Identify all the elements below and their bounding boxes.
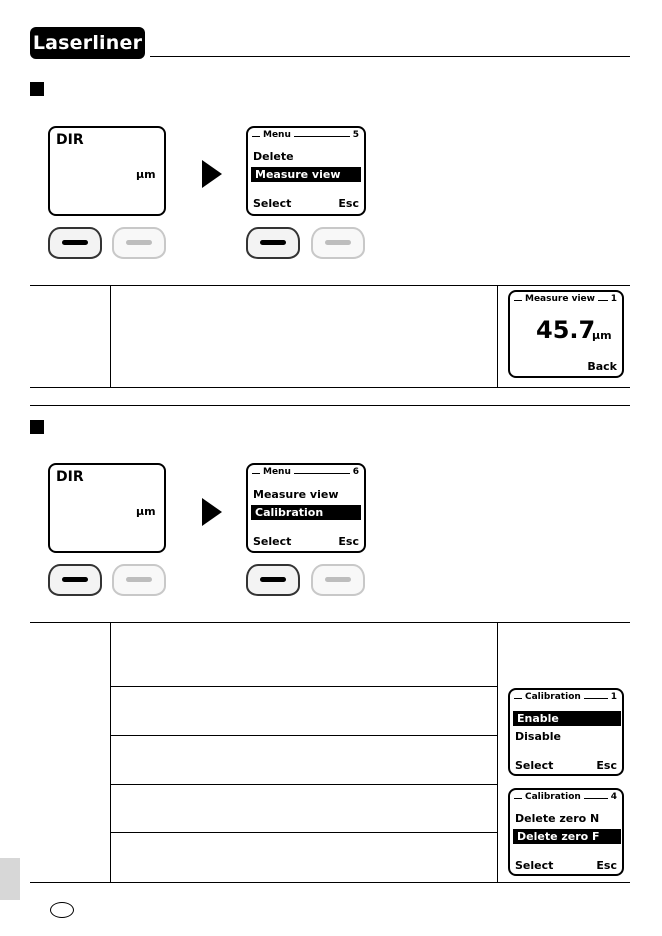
table-row-rule bbox=[110, 784, 497, 785]
softkey-left-label: Select bbox=[253, 535, 292, 548]
right-softkey-button[interactable] bbox=[112, 227, 166, 259]
menu-item: Measure view bbox=[253, 488, 339, 501]
page-tab bbox=[0, 858, 20, 900]
softkey-right-label: Esc bbox=[596, 859, 617, 872]
softkey-left-label: Select bbox=[515, 859, 554, 872]
lcd-menu-screen bbox=[246, 463, 366, 553]
section-marker bbox=[30, 82, 44, 96]
softkey-right-label: Back bbox=[587, 360, 617, 373]
right-softkey-button[interactable] bbox=[112, 564, 166, 596]
table-divider bbox=[497, 285, 498, 387]
menu-item: Delete zero N bbox=[515, 812, 600, 825]
header-rule bbox=[150, 56, 630, 57]
lcd-screen bbox=[48, 126, 166, 216]
menu-item-selected: Calibration bbox=[251, 505, 361, 520]
table-row-rule bbox=[110, 735, 497, 736]
right-softkey-button[interactable] bbox=[311, 227, 365, 259]
lcd-menu-screen bbox=[246, 126, 366, 216]
screen-number: 1 bbox=[608, 692, 620, 702]
lcd-measure-view-screen bbox=[508, 290, 624, 378]
arrow-right-icon bbox=[202, 498, 222, 526]
arrow-right-icon bbox=[202, 160, 222, 188]
left-softkey-button[interactable] bbox=[48, 227, 102, 259]
lcd-screen bbox=[48, 463, 166, 553]
softkey-left-label: Select bbox=[515, 759, 554, 772]
section-marker bbox=[30, 420, 44, 434]
lcd-calibration-screen bbox=[508, 688, 624, 776]
menu-number: 5 bbox=[350, 130, 362, 140]
brand-logo: Laserliner bbox=[30, 27, 145, 59]
dir-label: DIR bbox=[56, 132, 84, 148]
table-rule bbox=[30, 622, 630, 623]
menu-item-selected: Enable bbox=[513, 711, 621, 726]
measured-unit: µm bbox=[592, 329, 612, 342]
softkey-right-label: Esc bbox=[338, 197, 359, 210]
table-rule bbox=[30, 387, 630, 388]
screen-header: Measure view bbox=[522, 294, 598, 304]
lcd-calibration-screen bbox=[508, 788, 624, 876]
unit-label: µm bbox=[136, 505, 156, 518]
table-divider bbox=[110, 622, 111, 882]
screen-number: 1 bbox=[608, 294, 620, 304]
softkey-right-label: Esc bbox=[596, 759, 617, 772]
dir-label: DIR bbox=[56, 469, 84, 485]
table-divider bbox=[497, 622, 498, 882]
table-divider bbox=[110, 285, 111, 387]
menu-number: 6 bbox=[350, 467, 362, 477]
language-oval-icon bbox=[50, 902, 74, 918]
unit-label: µm bbox=[136, 168, 156, 181]
screen-number: 4 bbox=[608, 792, 620, 802]
menu-item-selected: Measure view bbox=[251, 167, 361, 182]
softkey-right-label: Esc bbox=[338, 535, 359, 548]
left-softkey-button[interactable] bbox=[246, 227, 300, 259]
measured-value: 45.7 bbox=[536, 316, 596, 344]
softkey-left-label: Select bbox=[253, 197, 292, 210]
left-softkey-button[interactable] bbox=[246, 564, 300, 596]
screen-header: Calibration bbox=[522, 792, 584, 802]
table-row-rule bbox=[110, 832, 497, 833]
menu-item: Delete bbox=[253, 150, 294, 163]
table-rule bbox=[30, 882, 630, 883]
left-softkey-button[interactable] bbox=[48, 564, 102, 596]
menu-item-selected: Delete zero F bbox=[513, 829, 621, 844]
menu-header: Menu bbox=[260, 467, 294, 477]
table-row-rule bbox=[110, 686, 497, 687]
screen-header: Calibration bbox=[522, 692, 584, 702]
menu-item: Disable bbox=[515, 730, 561, 743]
menu-header: Menu bbox=[260, 130, 294, 140]
right-softkey-button[interactable] bbox=[311, 564, 365, 596]
section-rule bbox=[30, 405, 630, 406]
table-rule bbox=[30, 285, 630, 286]
